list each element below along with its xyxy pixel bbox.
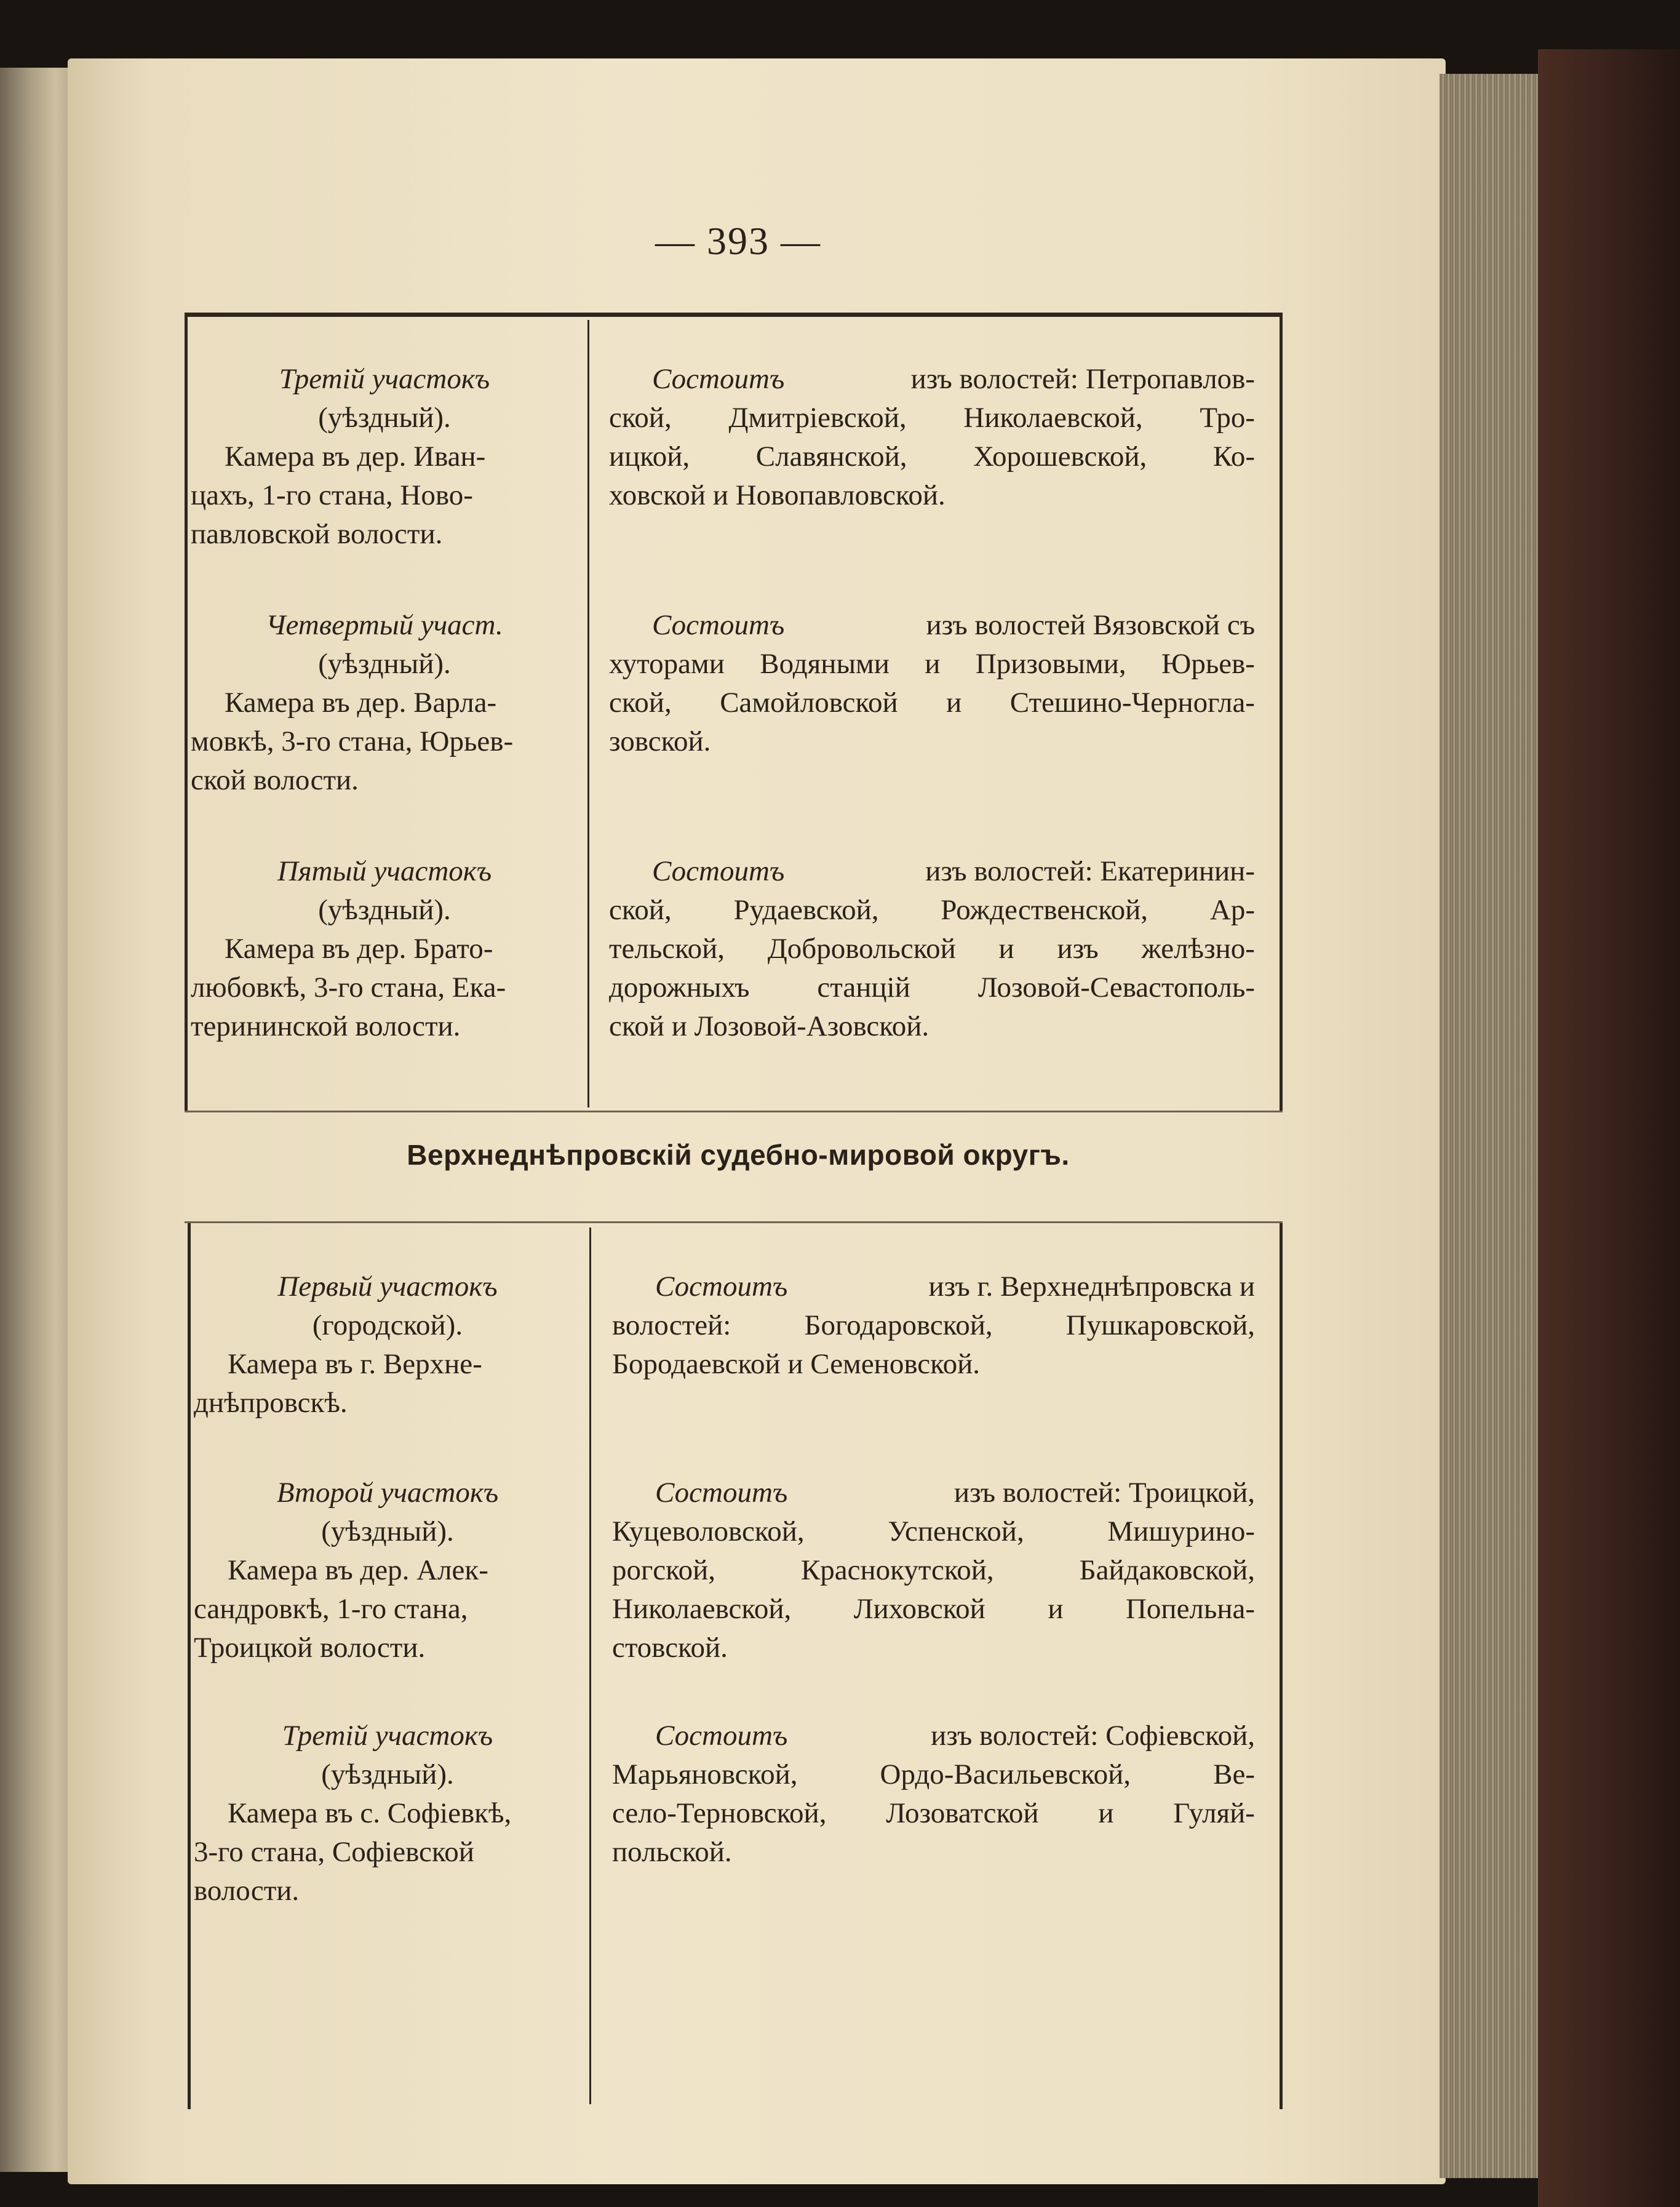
district-title: Третій участокъ [282, 1720, 493, 1752]
section-header: Верхнеднѣпровскій судебно-мировой округъ. [407, 1139, 1070, 1171]
district-type: (уѣздный). [321, 1758, 454, 1790]
section-header-top-rule [185, 1111, 1283, 1112]
district-entry [194, 1267, 581, 1423]
description-lead: Состоитъ [652, 855, 785, 887]
district-line: цахъ, 1-го стана, Ново- [191, 479, 473, 511]
table-left-border-bottom [188, 1223, 191, 2109]
description-lead: Состоитъ [655, 1271, 788, 1303]
table-top-rule [185, 313, 1283, 317]
description-line: ской, Рудаевской, Рождественской, Ар- [609, 894, 1255, 926]
left-page-edge [0, 68, 74, 2172]
district-line: Камера въ г. Верхне- [228, 1348, 482, 1380]
district-description [609, 852, 1255, 1046]
description-line: Марьяновской, Ордо-Васильевской, Ве- [612, 1758, 1255, 1790]
district-line: любовкѣ, 3-го стана, Ека- [191, 972, 506, 1004]
description-line: изъ волостей: Петропавлов- [910, 363, 1255, 395]
district-line: волости. [194, 1875, 300, 1907]
district-type: (уѣздный). [318, 402, 451, 434]
column-divider-bottom [589, 1227, 591, 2104]
description-line: изъ г. Верхнеднѣпровска и [928, 1271, 1255, 1303]
page-number: — 393 — [655, 219, 821, 263]
table-left-border [185, 317, 188, 1111]
district-line: Камера въ дер. Алек- [228, 1554, 488, 1586]
description-line: село-Терновской, Лозоватской и Гуляй- [612, 1797, 1255, 1829]
district-line: 3-го стана, Софіевской [194, 1836, 474, 1868]
description-line: стовской. [612, 1632, 728, 1664]
district-description [609, 360, 1255, 515]
district-title: Первый участокъ [277, 1271, 498, 1303]
column-divider-top [587, 320, 589, 1107]
description-line: Бородаевской и Семеновской. [612, 1348, 980, 1380]
description-line: Куцеволовской, Успенской, Мишурино- [612, 1515, 1255, 1547]
district-entry [194, 1717, 581, 1910]
book-cover [1538, 49, 1680, 2207]
district-line: днѣпровскѣ. [194, 1387, 348, 1419]
district-line: Камера въ дер. Иван- [225, 441, 486, 473]
district-line: ской волости. [191, 764, 359, 796]
description-line: ской, Самойловской и Стешино-Черногла- [609, 687, 1255, 719]
district-type: (уѣздный). [318, 648, 451, 680]
page-edges [1439, 74, 1544, 2178]
district-entry [191, 606, 578, 800]
district-description [609, 606, 1255, 761]
district-description [612, 1267, 1255, 1384]
district-entry [191, 852, 578, 1046]
description-line: рогской, Краснокутской, Байдаковской, [612, 1554, 1255, 1586]
section-header-bottom-rule [185, 1221, 1283, 1223]
table-right-border-bottom [1280, 1223, 1283, 2109]
description-lead: Состоитъ [655, 1477, 788, 1509]
district-line: Камера въ дер. Брато- [225, 933, 493, 965]
district-line: сандровкѣ, 1-го стана, [194, 1593, 468, 1625]
description-line: тельской, Добровольской и изъ желѣзно- [609, 933, 1255, 965]
district-line: Камера въ с. Софіевкѣ, [228, 1797, 512, 1829]
description-line: волостей: Богодаровской, Пушкаровской, [612, 1309, 1255, 1341]
description-line: зовской. [609, 725, 711, 757]
district-line: Камера въ дер. Варла- [225, 687, 497, 719]
description-line: ской, Дмитріевской, Николаевской, Тро- [609, 402, 1255, 434]
description-line: ской и Лозовой-Азовской. [609, 1010, 930, 1042]
description-line: хуторами Водяными и Призовыми, Юрьев- [609, 648, 1255, 680]
district-title: Пятый участокъ [277, 855, 492, 887]
description-line: Николаевской, Лиховской и Попельна- [612, 1593, 1255, 1625]
description-line: изъ волостей Вязовской съ [926, 609, 1255, 641]
description-line: изъ волостей: Троицкой, [953, 1477, 1255, 1509]
district-entry [194, 1474, 581, 1667]
description-line: польской. [612, 1836, 732, 1868]
description-lead: Состоитъ [652, 363, 785, 395]
district-description [612, 1717, 1255, 1872]
district-line: терининской волости. [191, 1010, 461, 1042]
description-line: ицкой, Славянской, Хорошевской, Ко- [609, 441, 1255, 473]
district-type: (городской). [312, 1309, 463, 1341]
description-lead: Состоитъ [652, 609, 785, 641]
district-line: мовкѣ, 3-го стана, Юрьев- [191, 725, 514, 757]
description-line: ховской и Новопавловской. [609, 479, 945, 511]
district-entry [191, 360, 578, 554]
district-description [612, 1474, 1255, 1667]
district-title: Третій участокъ [279, 363, 490, 395]
district-type: (уѣздный). [318, 894, 451, 926]
district-line: Троицкой волости. [194, 1632, 426, 1664]
description-lead: Состоитъ [655, 1720, 788, 1752]
description-line: дорожныхъ станцій Лозовой-Севастополь- [609, 972, 1255, 1004]
district-title: Второй участокъ [276, 1477, 499, 1509]
district-line: павловской волости. [191, 518, 443, 550]
description-line: изъ волостей: Софіевской, [931, 1720, 1255, 1752]
description-line: изъ волостей: Екатеринин- [925, 855, 1255, 887]
district-type: (уѣздный). [321, 1515, 454, 1547]
district-title: Четвертый участ. [266, 609, 503, 641]
table-right-border [1280, 317, 1283, 1111]
